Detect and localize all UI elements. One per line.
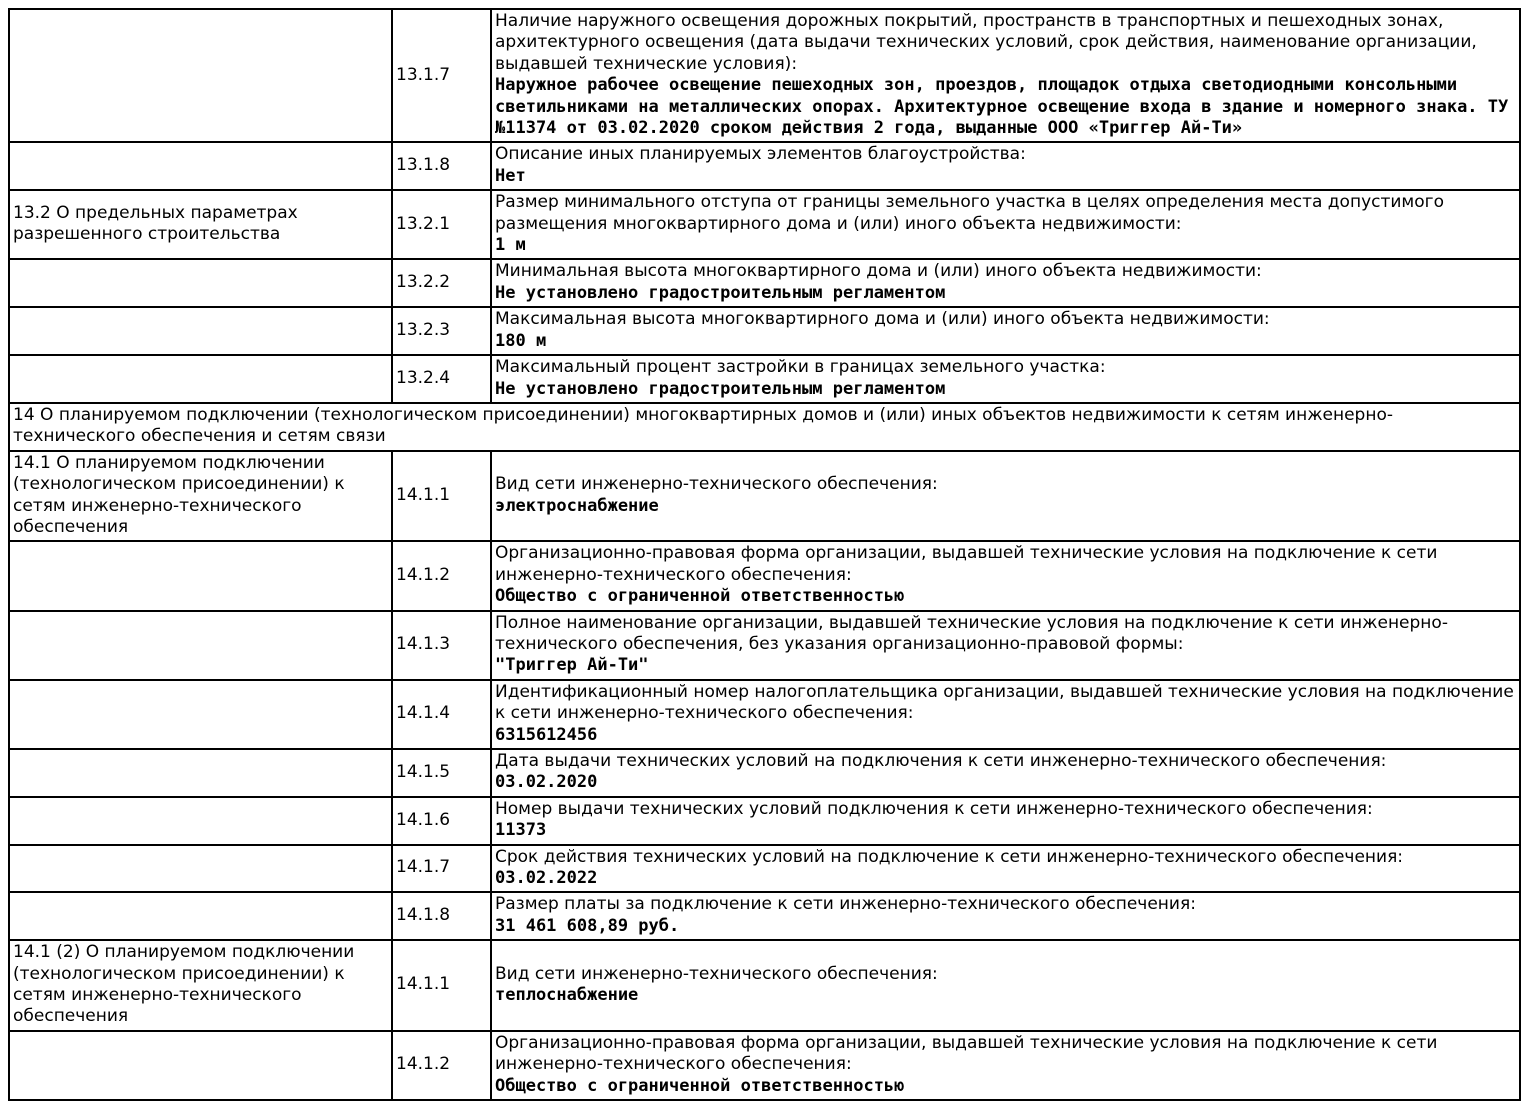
section-cell [9,307,392,355]
field-label: Описание иных планируемых элементов благоустройства: [495,144,1026,165]
field-label: Максимальный процент застройки в границах земельного участка: [495,357,1106,378]
content-cell [491,9,1520,142]
section-cell: 14.1 (2) О планируемом подключении (технологическом присоединении) к сетям инженерно-технического обеспечения [9,940,392,1031]
content-cell [491,190,1520,259]
field-value: Нет [495,165,526,186]
section-cell [9,845,392,893]
table-row [9,797,1520,845]
declaration-table [8,8,1521,1101]
field-label: Вид сети инженерно-технического обеспечения: [495,474,938,495]
field-value: 11373 [495,820,547,841]
item-number-cell: 14.1.3 [392,611,491,680]
content-cell [491,749,1520,797]
section-cell: 14.1 О планируемом подключении (технологическом присоединении) к сетям инженерно-технического обеспечения [9,451,392,542]
item-number-cell: 13.2.4 [392,355,491,403]
table-row [9,680,1520,749]
section-header-row [9,403,1520,451]
field-value: Не установлено градостроительным регламентом [495,282,946,303]
field-value: электроснабжение [495,495,659,516]
item-number-cell: 13.1.8 [392,142,491,190]
section-cell [9,680,392,749]
declaration-table-body [9,9,1520,1100]
section-cell [9,749,392,797]
content-cell [491,541,1520,610]
table-row [9,190,1520,259]
item-number-cell: 14.1.2 [392,541,491,610]
field-label: Дата выдачи технических условий на подключения к сети инженерно-технического обеспечения: [495,751,1387,771]
table-row [9,611,1520,680]
field-label: Организационно-правовая форма организации, выдавшей технические условия на подключение к сети инженерно-технического обеспечения: [495,543,1438,585]
content-cell [491,355,1520,403]
table-row [9,259,1520,307]
field-value: "Триггер Ай-Ти" [495,655,649,676]
item-number-cell: 14.1.5 [392,749,491,797]
field-label: Наличие наружного освещения дорожных покрытий, пространств в транспортных и пешеходных зонах, архитектурного освещения (дата выдачи технических условий, срок действия, наименование организации, выдавшей технические условия): [495,11,1477,74]
content-cell [491,451,1520,542]
field-value: Общество с ограниченной ответственностью [495,1075,905,1096]
field-value: 1 м [495,235,526,256]
field-label: Минимальная высота многоквартирного дома и (или) иного объекта недвижимости: [495,261,1262,282]
content-cell [491,680,1520,749]
table-row [9,9,1520,142]
item-number-cell: 14.1.1 [392,451,491,542]
field-label: Срок действия технических условий на подключение к сети инженерно-технического обеспечения: [495,846,1404,867]
section-header-cell: 14 О планируемом подключении (технологическом присоединении) многоквартирных домов и (или) иных объектов недвижимости к сетям инженерно-технического обеспечения и сетям связи [9,403,1520,451]
content-cell [491,259,1520,307]
section-cell [9,1031,392,1100]
field-value: Наружное рабочее освещение пешеходных зон, проездов, площадок отдыха светодиодными консольными светильниками на металлических опорах. Архитектурное освещение входа в здание и номерного знака. ТУ №11374 от 03.02.2020 сроком действия 2 года, выданные ООО «Триггер Ай-Ти» [495,75,1509,139]
item-number-cell: 13.2.2 [392,259,491,307]
table-row [9,1031,1520,1100]
section-cell [9,355,392,403]
field-value: 31 461 608,89 руб. [495,915,680,936]
content-cell [491,142,1520,190]
field-label: Размер минимального отступа от границы земельного участка в целях определения места допустимого размещения многоквартирного дома и (или) иного объекта недвижимости: [495,192,1444,234]
content-cell [491,892,1520,940]
section-cell [9,142,392,190]
field-value: Общество с ограниченной ответственностью [495,586,905,607]
field-label: Номер выдачи технических условий подключения к сети инженерно-технического обеспечения: [495,798,1373,819]
section-cell [9,9,392,142]
field-value: 6315612456 [495,724,598,745]
section-cell [9,611,392,680]
item-number-cell: 13.2.1 [392,190,491,259]
table-row [9,142,1520,190]
item-number-cell: 14.1.7 [392,845,491,893]
field-value: теплоснабжение [495,985,639,1006]
table-row [9,749,1520,797]
field-value: Не установлено градостроительным регламентом [495,378,946,399]
table-row [9,940,1520,1031]
item-number-cell: 13.2.3 [392,307,491,355]
table-row [9,541,1520,610]
section-cell [9,541,392,610]
field-label: Размер платы за подключение к сети инженерно-технического обеспечения: [495,894,1196,915]
item-number-cell: 14.1.2 [392,1031,491,1100]
field-label: Полное наименование организации, выдавшей технические условия на подключение к сети инженерно-технического обеспечения, без указания организационно-правовой формы: [495,612,1448,654]
field-value: 180 м [495,330,547,351]
field-value: 03.02.2022 [495,868,598,889]
section-cell [9,797,392,845]
content-cell [491,940,1520,1031]
field-value: 03.02.2020 [495,772,598,793]
table-row [9,845,1520,893]
item-number-cell: 14.1.8 [392,892,491,940]
content-cell [491,845,1520,893]
content-cell [491,611,1520,680]
content-cell [491,307,1520,355]
section-cell [9,892,392,940]
item-number-cell: 13.1.7 [392,9,491,142]
section-cell: 13.2 О предельных параметрах разрешенного строительства [9,190,392,259]
content-cell [491,797,1520,845]
table-row [9,307,1520,355]
item-number-cell: 14.1.6 [392,797,491,845]
item-number-cell: 14.1.4 [392,680,491,749]
section-cell [9,259,392,307]
table-row [9,892,1520,940]
field-label: Максимальная высота многоквартирного дома и (или) иного объекта недвижимости: [495,309,1270,330]
table-row [9,355,1520,403]
item-number-cell: 14.1.1 [392,940,491,1031]
content-cell [491,1031,1520,1100]
field-label: Организационно-правовая форма организации, выдавшей технические условия на подключение к сети инженерно-технического обеспечения: [495,1032,1438,1075]
table-row [9,451,1520,542]
field-label: Идентификационный номер налогоплательщика организации, выдавшей технические условия на подключение к сети инженерно-технического обеспечения: [495,681,1514,724]
field-label: Вид сети инженерно-технического обеспечения: [495,963,938,984]
